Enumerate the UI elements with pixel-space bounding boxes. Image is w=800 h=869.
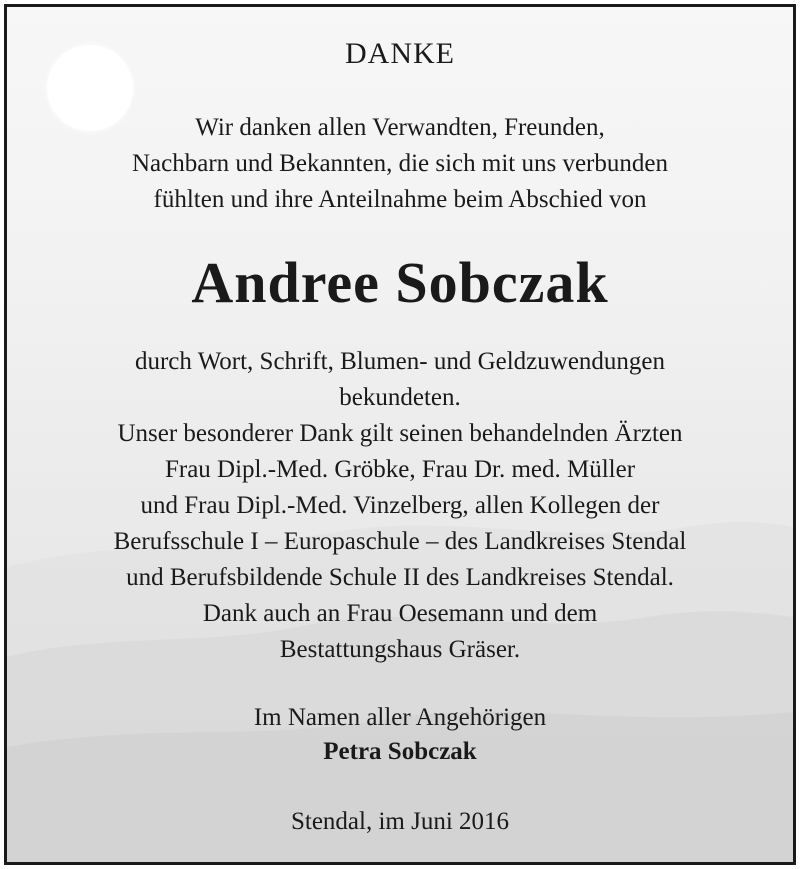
- body-line-6: Berufsschule I – Europaschule – des Landkreises Stendal: [113, 528, 687, 555]
- intro-line-1: Wir danken allen Verwandten, Freunden,: [195, 114, 605, 141]
- body-line-7: und Berufsbildende Schule II des Landkreises Stendal.: [126, 564, 674, 591]
- body-line-1: durch Wort, Schrift, Blumen- und Geldzuwendungen: [134, 348, 666, 375]
- body-line-2: bekundeten.: [339, 384, 461, 411]
- on-behalf-line: Im Namen aller Angehörigen: [253, 704, 547, 731]
- body-line-4: Frau Dipl.-Med. Gröbke, Frau Dr. med. Müller: [164, 456, 636, 483]
- place-date: Stendal, im Juni 2016: [290, 808, 510, 835]
- body-line-8: Dank auch an Frau Oesemann und dem: [202, 600, 598, 627]
- body-line-3: Unser besonderer Dank gilt seinen behandelnden Ärzten: [117, 420, 683, 447]
- intro-line-3: fühlten und ihre Anteilnahme beim Abschied von: [153, 186, 647, 213]
- deceased-name: Andree Sobczak: [191, 250, 609, 315]
- notice-heading: DANKE: [345, 37, 455, 70]
- intro-line-2: Nachbarn und Bekannten, die sich mit uns verbunden: [132, 150, 668, 177]
- obituary-thank-you-notice: [4, 4, 796, 865]
- body-line-5: und Frau Dipl.-Med. Vinzelberg, allen Kollegen der: [140, 492, 660, 519]
- body-line-9: Bestattungshaus Gräser.: [279, 636, 521, 663]
- signer-name: Petra Sobczak: [323, 738, 477, 765]
